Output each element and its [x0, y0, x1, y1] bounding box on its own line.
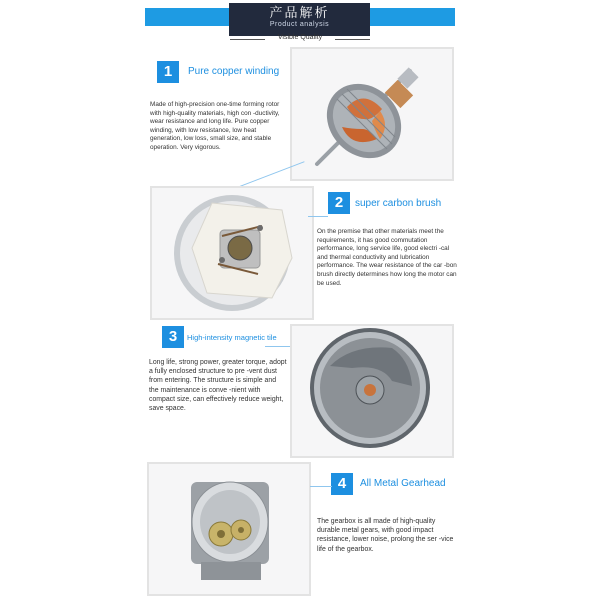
carbon-brush-image	[150, 186, 314, 320]
brush-illustration	[152, 188, 312, 318]
section-4-title: All Metal Gearhead	[360, 478, 446, 489]
section-2-title: super carbon brush	[355, 198, 442, 209]
header-bar-left	[145, 8, 237, 26]
header-title-box	[229, 3, 370, 36]
section-3-title: High-intensity magnetic tile	[187, 333, 277, 342]
section-4-pointer	[310, 486, 332, 487]
gearhead-image	[147, 462, 311, 596]
rotor-image	[290, 47, 454, 181]
section-4-number: 4	[331, 473, 353, 495]
header-title-en: Product analysis	[269, 21, 330, 28]
section-2-description: On the premise that other materials meet the requirements, it has good commutation performance, long service life, good electri -cal and thermal conductivity and lubrication performance. The wear resistance of the car -bon brush directly determines how long the motor can be used.	[317, 228, 457, 287]
section-4-description: The gearbox is all made of high-quality durable metal gears, with good impact resistance, lower noise, prolong the ser -vice life of the gearbox.	[317, 518, 454, 553]
magnet-illustration	[292, 326, 452, 456]
header-subtitle: Visible Quality	[277, 34, 323, 41]
header-bar-right	[362, 8, 455, 26]
section-1-title: Pure copper winding	[188, 66, 280, 77]
section-3-number: 3	[162, 326, 184, 348]
section-1-number: 1	[157, 61, 179, 83]
gearhead-illustration	[149, 464, 309, 594]
section-2-number: 2	[328, 192, 350, 214]
section-2-pointer	[308, 216, 328, 217]
divider-left	[230, 39, 265, 40]
header-title-cn: 产品解析	[269, 5, 330, 20]
divider-right	[335, 39, 370, 40]
rotor-illustration	[292, 49, 452, 179]
section-3-description: Long life, strong power, greater torque, adopt a fully enclosed structure to pre -vent dust from entering. The structure is simple and the maintenance is conve -nient with compact size, can effectively reduce weight, save space.	[149, 359, 287, 413]
section-1-description: Made of high-precision one-time forming rotor with high-quality materials, high con -ductivity, wear resistance and long life. Pure copper winding, with low resistance, low heat generation, low loss, small size, and stable operation. Very vigorous.	[150, 101, 280, 151]
magnetic-tile-image	[290, 324, 454, 458]
